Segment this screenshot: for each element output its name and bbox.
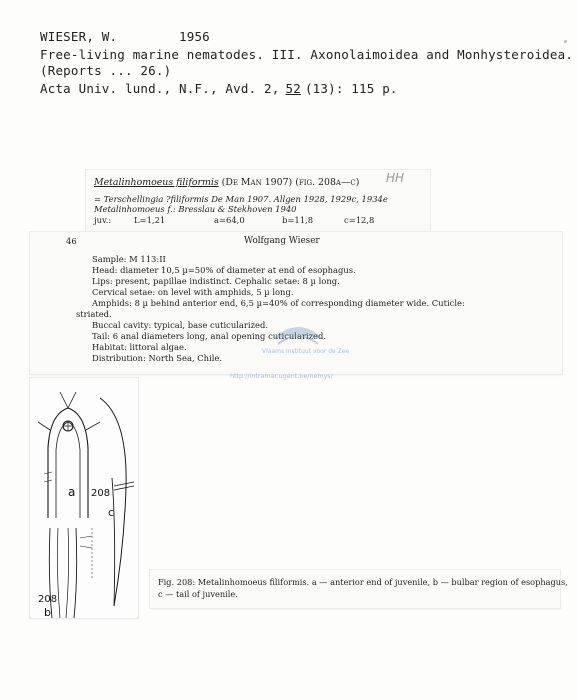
sample-line: Sample: M 113:II: [92, 254, 166, 264]
citation-suffix: (13): 115 p.: [304, 81, 398, 96]
distribution-line: Distribution: North Sea, Chile.: [92, 353, 223, 363]
watermark-url: http://intramar.ugent.be/nemys/: [230, 372, 333, 380]
figure-label-208-top: 208: [91, 488, 111, 499]
tail-line: Tail: 6 anal diameters long, anal opening cuticularized.: [92, 331, 327, 341]
citation-prefix: Acta Univ. lund., N.F., Avd. 2,: [40, 81, 280, 96]
page-number: 46: [66, 236, 77, 246]
caption-slip: [150, 570, 568, 608]
year: 1956: [179, 29, 210, 44]
measure-a: a=64,0: [214, 215, 245, 225]
card-header-line: [40, 29, 216, 44]
amphids-line-1: Amphids: 8 µ behind anterior end, 6,5 µ=40% of corresponding diameter wide. Cuticle:: [92, 298, 465, 308]
title-line-1: Free-living marine nematodes. III. Axonolaimoidea and Monhysteroidea.: [40, 47, 574, 62]
measure-c: c=12,8: [344, 215, 375, 225]
figure-label-a: a: [68, 485, 76, 499]
figure-caption-line-1: Fig. 208: Metalinhomoeus filiformis. a — anterior end of juvenile, b — bulbar region of esophagus,: [158, 577, 568, 587]
author: WIESER, W.: [40, 29, 118, 44]
synonym-line-2: Metalinhomoeus f.: Bresslau & Stekhoven 1940: [94, 204, 297, 214]
synonym-line-1: = Terschellingia ?filiformis De Man 1907. Allgen 1928, 1929c, 1934e: [94, 194, 388, 204]
measure-L: L=1,21: [134, 215, 166, 225]
measure-stage: juv.:: [94, 215, 112, 225]
measure-b: b=11,8: [282, 215, 314, 225]
lips-line: Lips: present, papillae indistinct. Cephalic setae: 8 µ long.: [92, 276, 340, 286]
vliz-logo-icon: [268, 318, 328, 352]
species-heading: [94, 177, 359, 188]
title-line-2: (Reports ... 26.): [40, 63, 172, 78]
handwritten-note: HH: [386, 171, 405, 185]
figure-label-b: b: [44, 606, 51, 619]
amphids-line-2: striated.: [76, 309, 112, 319]
watermark-name: Vlaams Instituut voor de Zee: [262, 348, 350, 355]
figure-caption-line-2: c — tail of juvenile.: [158, 589, 238, 599]
figure-label-c: c: [108, 506, 115, 519]
figure-label-208-bottom: 208: [38, 594, 58, 605]
species-name: Metalinhomoeus filiformis: [94, 177, 219, 188]
habitat-line: Habitat: littoral algae.: [92, 342, 187, 352]
citation: [40, 81, 404, 96]
running-head: Wolfgang Wieser: [244, 236, 320, 246]
citation-volume: 52: [285, 81, 301, 96]
punch-dot: [564, 40, 567, 43]
nematode-drawing: [30, 378, 138, 618]
buccal-line: Buccal cavity: typical, base cuticularized.: [92, 320, 268, 330]
cervical-line: Cervical setae: on level with amphids, 5 µ long.: [92, 287, 294, 297]
figure-slip: [30, 378, 138, 618]
species-authority: (De Man 1907) (fig. 208a—c): [221, 177, 360, 188]
taxon-slip: [86, 170, 430, 232]
head-line: Head: diameter 10,5 µ=50% of diameter at end of esophagus.: [92, 265, 356, 275]
